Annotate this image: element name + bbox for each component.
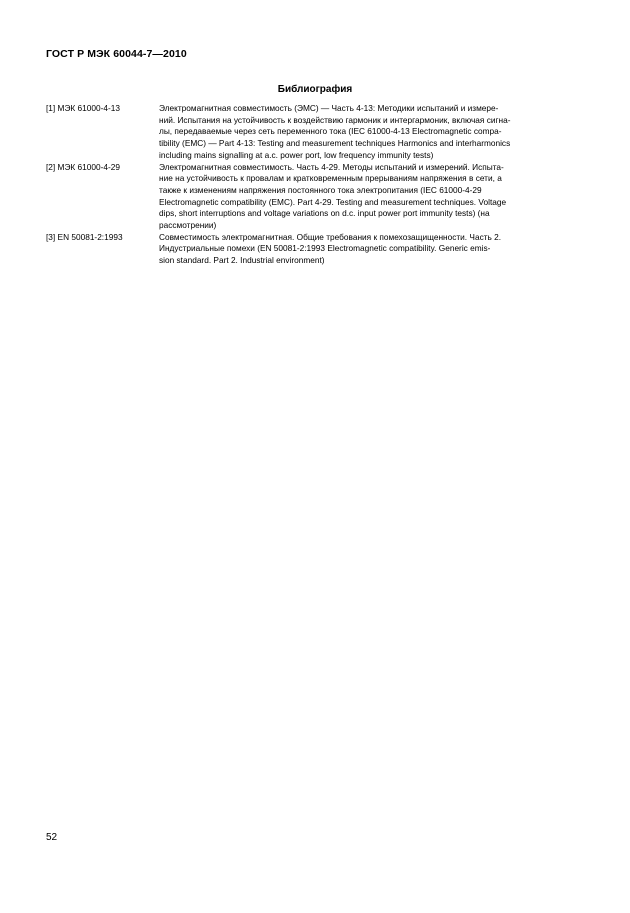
bibliography-entry-code: [1] МЭК 61000-4-13 <box>46 103 120 113</box>
bibliography-entry-2 <box>46 162 586 232</box>
bibliography-entry-code: [2] МЭК 61000-4-29 <box>46 161 120 172</box>
bibliography-text-line: лы, передаваемые через сеть переменного тока (IEC 61000-4-13 Electromagnetic compa- <box>159 126 502 137</box>
bibliography-text-line: sion standard. Part 2. Industrial environment) <box>159 255 325 266</box>
bibliography-entry-code: [3] EN 50081-2:1993 <box>46 231 123 242</box>
bibliography-text-line: рассмотрении) <box>159 220 217 231</box>
bibliography-text-line: Электромагнитная совместимость. Часть 4-29. Методы испытаний и измерений. Испыта- <box>159 161 504 172</box>
bibliography-text-line: ние на устойчивость к провалам и кратковременным прерываниям напряжения в сети, а <box>159 173 502 184</box>
bibliography-entry-3 <box>46 232 586 267</box>
bibliography-list <box>46 103 586 267</box>
bibliography-entry-1 <box>46 103 586 162</box>
bibliography-text-line: Совместимость электромагнитная. Общие требования к помехозащищенности. Часть 2. <box>159 231 502 242</box>
bibliography-text-line: Electromagnetic compatibility (EMC). Part 4-29. Testing and measurement techniques. Voltage <box>159 196 507 207</box>
page-number: 52 <box>46 832 58 843</box>
bibliography-text-line: Электромагнитная совместимость (ЭМС) — Часть 4-13: Методики испытаний и измере- <box>159 103 499 113</box>
bibliography-text-line: также к изменениям напряжения постоянного тока электропитания (IEC 61000-4-29 <box>159 184 482 195</box>
bibliography-entry-text <box>159 103 586 162</box>
bibliography-entry-text <box>159 232 586 267</box>
document-header: ГОСТ Р МЭК 60044-7—2010 <box>46 48 187 60</box>
bibliography-text-line: tibility (EMC) — Part 4-13: Testing and measurement techniques Harmonics and interharmonics <box>159 138 511 149</box>
bibliography-text-line: dips, short interruptions and voltage variations on d.c. input power port immunity tests) (на <box>159 208 490 219</box>
bibliography-text-line: Индустриальные помехи (EN 50081-2:1993 Electromagnetic compatibility. Generic emis- <box>159 243 491 254</box>
bibliography-text-line: including mains signalling at a.c. power port, low frequency immunity tests) <box>159 149 434 160</box>
bibliography-text-line: ний. Испытания на устойчивость к воздействию гармоник и интергармоник, включая сигна- <box>159 114 511 125</box>
section-title-bibliography: Библиография <box>277 84 353 95</box>
bibliography-entry-text <box>159 162 586 232</box>
